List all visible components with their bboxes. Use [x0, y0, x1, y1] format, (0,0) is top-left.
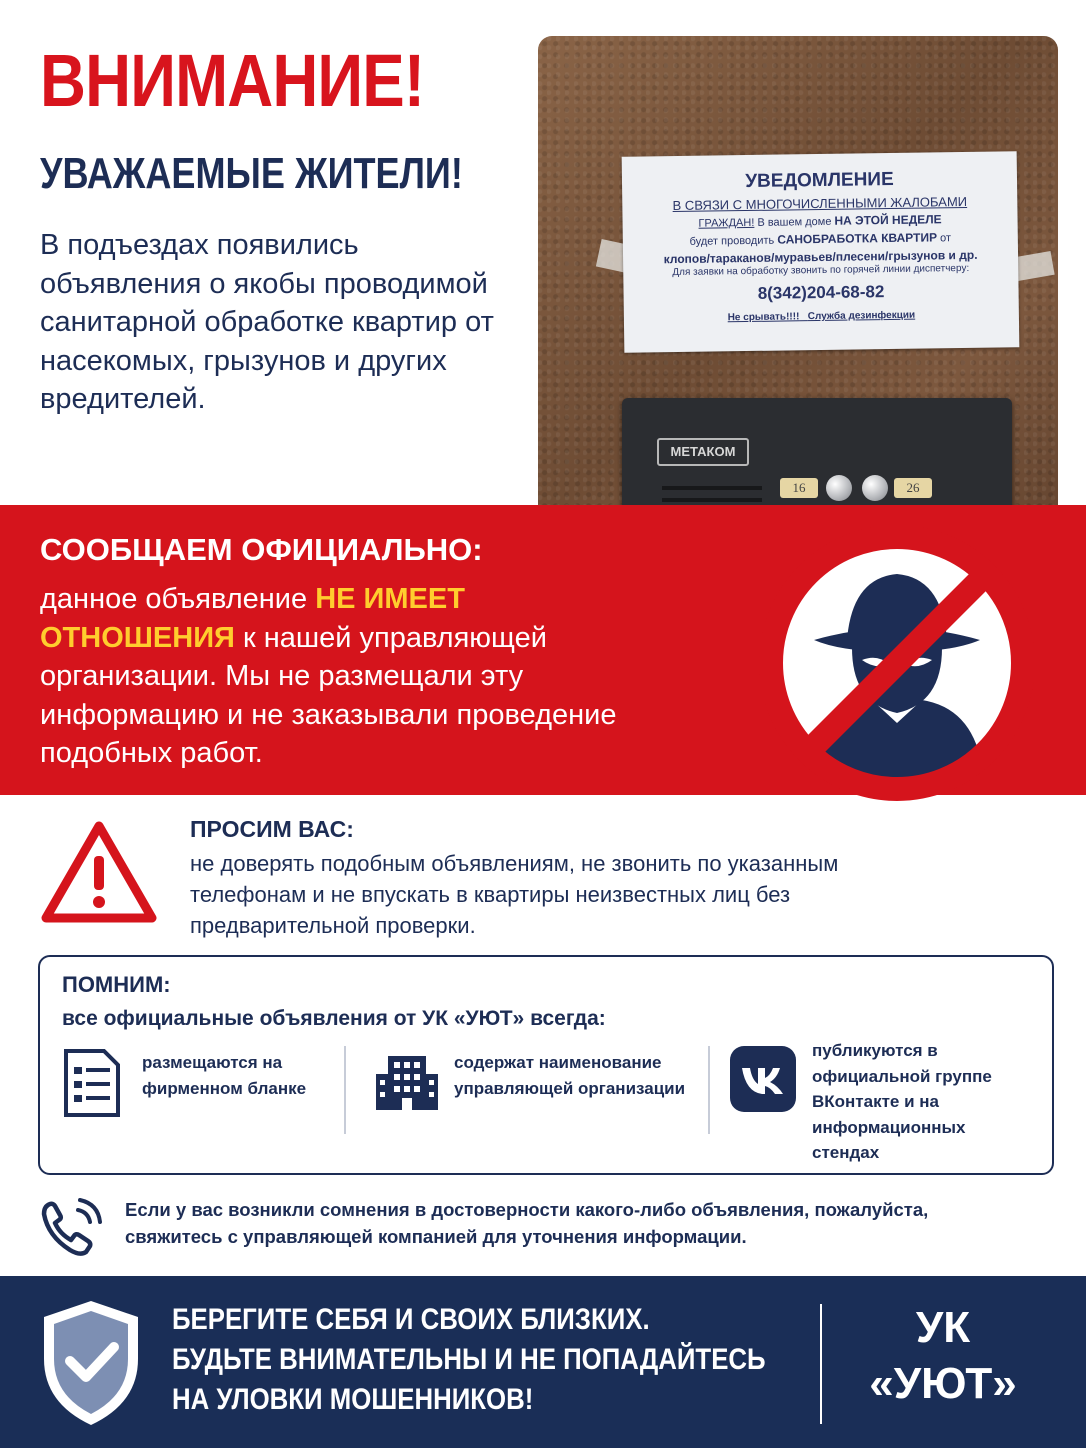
remember-item-text: содержат наименование управляющей организации [454, 1053, 686, 1098]
call-button [862, 475, 888, 501]
notice-line: Для заявки на обработку звонить по горячей линии диспетчеру: [672, 262, 970, 279]
divider [708, 1046, 710, 1134]
notice-phone: 8(342)204-68-82 [757, 282, 885, 303]
apartment-label: 16 [780, 478, 818, 498]
building-icon [374, 1050, 440, 1112]
notice-title: УВЕДОМЛЕНИЕ [745, 168, 894, 193]
ask-text: не доверять подобным объявлениям, не звонить по указанным телефонам и не впускать в квартиры неизвестных лиц без предварительной проверки. [190, 851, 839, 938]
speaker-grille [662, 498, 762, 502]
call-button [826, 475, 852, 501]
intro-text: В подъездах появились объявления о якобы проводимой санитарной обработке квартир от насекомых, грызунов и других вредителей. [40, 229, 494, 415]
speaker-grille [662, 486, 762, 490]
page-subtitle: УВАЖАЕМЫЕ ЖИТЕЛИ! [40, 149, 463, 198]
contact-text: Если у вас возникли сомнения в достоверности какого-либо объявления, пожалуйста, свяжитесь с управляющей компанией для уточнения информации. [125, 1199, 929, 1247]
official-heading: СООБЩАЕМ ОФИЦИАЛЬНО: [40, 532, 483, 567]
remember-subheading: все официальные объявления от УК «УЮТ» всегда: [62, 1007, 606, 1030]
notice-footer: Не срывать!!!! Служба дезинфекции [727, 309, 916, 324]
notice-line: В СВЯЗИ С МНОГОЧИСЛЕННЫМИ ЖАЛОБАМИ [672, 193, 968, 214]
no-fraudster-icon [752, 518, 1042, 808]
footer-divider [820, 1304, 822, 1424]
page-title: ВНИМАНИЕ! [40, 39, 425, 122]
remember-item-text: размещаются на фирменном бланке [142, 1053, 307, 1098]
divider [344, 1046, 346, 1134]
ask-heading: ПРОСИМ ВАС: [190, 816, 354, 842]
intercom-brand: МЕТАКОМ [657, 438, 749, 466]
notice-line: клопов/тараканов/муравьев/плесени/грызунов и др. [663, 247, 978, 267]
official-highlight: НЕ ИМЕЕТ ОТНОШЕНИЯ [40, 583, 465, 654]
fake-notice-paper [622, 151, 1020, 352]
remember-heading: ПОМНИМ: [62, 972, 171, 997]
notice-line: ГРАЖДАН! В вашем доме НА ЭТОЙ НЕДЕЛЕ [698, 212, 942, 230]
company-name: УК «УЮТ» [869, 1303, 1017, 1408]
shield-check-icon [38, 1297, 144, 1429]
warning-icon [38, 818, 160, 926]
notice-line: будет проводить САНОБРАБОТКА КВАРТИР от [689, 230, 952, 248]
apartment-label: 26 [894, 478, 932, 498]
official-text: данное объявление НЕ ИМЕЕТ ОТНОШЕНИЯ к нашей управляющей организации. Мы не размещали эту информацию и не заказывали проведение подобных работ. [40, 583, 617, 769]
document-icon [62, 1047, 122, 1119]
footer-slogan: БЕРЕГИТЕ СЕБЯ И СВОИХ БЛИЗКИХ. БУДЬТЕ ВНИМАТЕЛЬНЫ И НЕ ПОПАДАЙТЕСЬ НА УЛОВКИ МОШЕННИКОВ! [172, 1303, 766, 1416]
vk-icon [730, 1046, 796, 1112]
remember-item-text: публикуются в официальной группе ВКонтакте и на информационных стендах [812, 1041, 992, 1162]
phone-icon [40, 1196, 106, 1258]
